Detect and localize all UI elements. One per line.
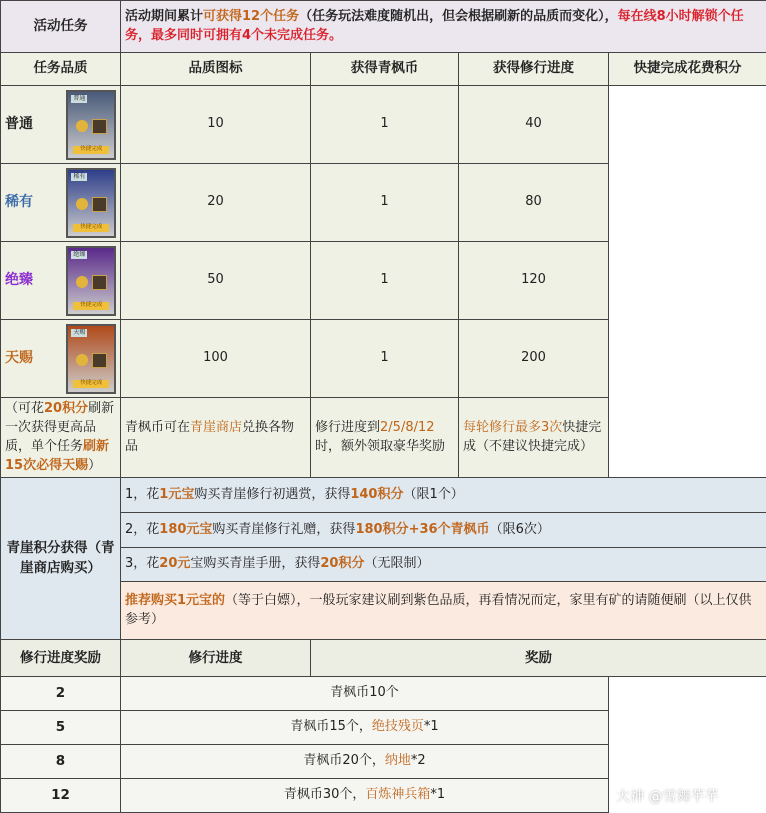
col-header: 快捷完成花费积分 [609, 53, 766, 86]
progress-value: 1 [311, 242, 459, 320]
reward-text: 青枫币15个，绝技残页*1 [121, 711, 609, 745]
reward-level: 12 [1, 779, 121, 813]
coin-icon [76, 198, 88, 210]
rewards-label: 修行进度奖励 [1, 640, 121, 677]
coins-value: 100 [121, 320, 311, 398]
coin-icon [76, 120, 88, 132]
quality-row [1, 242, 766, 320]
quality-cell [1, 86, 121, 164]
note-coins: 青枫币可在青崖商店兑换各物品 [121, 398, 311, 478]
quality-cell [1, 242, 121, 320]
task-card-image [66, 246, 116, 316]
col-header: 获得青枫币 [311, 53, 459, 86]
card-tag: 稀有 [71, 173, 87, 182]
item-icon [92, 353, 107, 368]
quality-row [1, 320, 766, 398]
reward-level: 5 [1, 711, 121, 745]
progress-value: 1 [311, 320, 459, 398]
task-card-image [66, 168, 116, 238]
quality-cell [1, 320, 121, 398]
quick-complete-button: 快捷完成 [73, 302, 109, 310]
reward-level: 8 [1, 745, 121, 779]
reward-text: 青枫币30个，百炼神兵箱*1 [121, 779, 609, 813]
quality-name: 绝臻 [5, 270, 66, 290]
note-quick: 每轮修行最多3次快捷完成（不建议快捷完成） [459, 398, 609, 478]
reward-level: 2 [1, 677, 121, 711]
intro-text: 活动期间累计可获得12个任务（任务玩法难度随机出，但会根据刷新的品质而变化），每在线8小时解锁个任务，最多同时可拥有4个未完成任务。 [121, 1, 766, 53]
quality-row [1, 164, 766, 242]
quick-complete-button: 快捷完成 [73, 146, 109, 154]
col-header: 奖励 [311, 640, 766, 677]
col-header: 修行进度 [121, 640, 311, 677]
coins-value: 20 [121, 164, 311, 242]
cost-value: 120 [459, 242, 609, 320]
quality-name: 天赐 [5, 348, 66, 368]
quick-complete-button: 快捷完成 [73, 224, 109, 232]
card-tag: 绝臻 [71, 251, 87, 260]
progress-value: 1 [311, 86, 459, 164]
col-header: 获得修行进度 [459, 53, 609, 86]
purchase-label: 青崖积分获得（青崖商店购买） [1, 478, 121, 640]
quality-cell [1, 164, 121, 242]
note-progress: 修行进度到2/5/8/12时，额外领取豪华奖励 [311, 398, 459, 478]
item-icon [92, 119, 107, 134]
quality-name: 普通 [5, 114, 66, 134]
reward-row [1, 711, 766, 745]
task-card-image [66, 90, 116, 160]
cost-value: 40 [459, 86, 609, 164]
item-icon [92, 197, 107, 212]
quick-complete-button: 快捷完成 [73, 380, 109, 388]
coins-value: 50 [121, 242, 311, 320]
reward-text: 青枫币20个，纳地*2 [121, 745, 609, 779]
col-header: 品质图标 [121, 53, 311, 86]
cost-value: 200 [459, 320, 609, 398]
progress-value: 1 [311, 164, 459, 242]
purchase-recommendation: 推荐购买1元宝的（等于白嫖），一般玩家建议刷到紫色品质，再看情况而定，家里有矿的请随便刷（以上仅供参考） [121, 582, 766, 640]
reward-row [1, 745, 766, 779]
quality-label: 任务品质 [1, 53, 121, 86]
note-refresh: （可花20积分刷新一次获得更高品质，单个任务刷新15次必得天赐） [1, 398, 121, 478]
card-tag: 天赐 [71, 329, 87, 338]
purchase-option-1: 1，花1元宝购买青崖修行初遇赏，获得140积分（限1个） [121, 478, 766, 513]
coins-value: 10 [121, 86, 311, 164]
coin-icon [76, 354, 88, 366]
coin-icon [76, 276, 88, 288]
quality-row [1, 86, 766, 164]
reward-row [1, 677, 766, 711]
card-tag: 普通 [71, 95, 87, 104]
reward-text: 青枫币10个 [121, 677, 609, 711]
task-card-image [66, 324, 116, 394]
cost-value: 80 [459, 164, 609, 242]
purchase-option-2: 2，花180元宝购买青崖修行礼赠，获得180积分+36个青枫币（限6次） [121, 513, 766, 548]
purchase-option-3: 3，花20元宝购买青崖手册，获得20积分（无限制） [121, 548, 766, 582]
watermark: 大神 @雪舞芊芊 [616, 786, 718, 806]
quality-name: 稀有 [5, 192, 66, 212]
intro-label: 活动任务 [1, 1, 121, 53]
item-icon [92, 275, 107, 290]
